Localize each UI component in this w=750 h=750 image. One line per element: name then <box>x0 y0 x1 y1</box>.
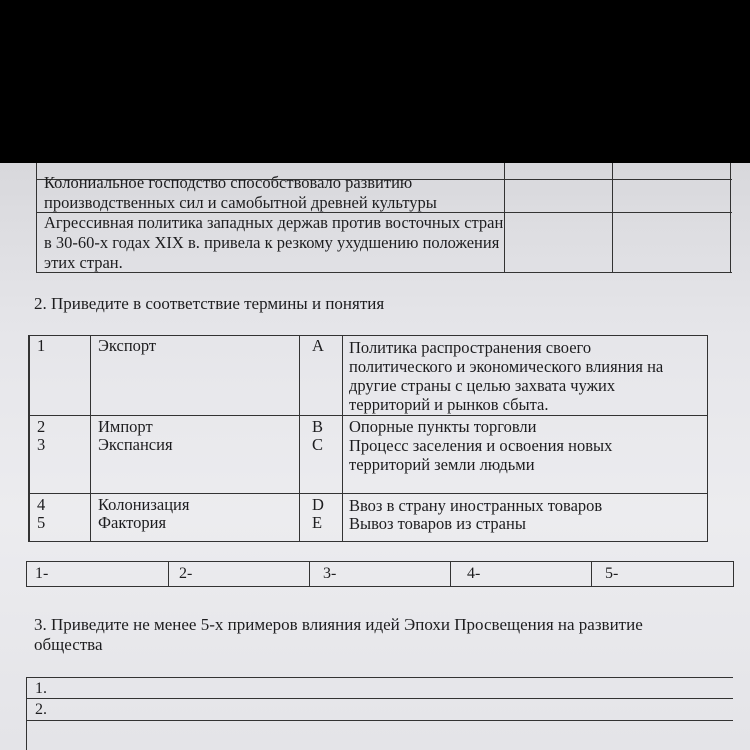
definition-letter: A <box>312 336 324 355</box>
term-factory: Фактория <box>98 513 167 532</box>
table-border <box>450 562 451 586</box>
answer-line <box>27 720 733 721</box>
statement-2: Агрессивная политика западных держав против восточных стран в 30-60-х годах XIX в. привела к резкому ухудшению положения этих стран. <box>44 213 504 272</box>
question-2-title: 2. Приведите в соответствие термины и понятия <box>34 294 385 313</box>
question-3-title: 3. Приведите не менее 5-х примеров влияния идей Эпохи Просвещения на развитие <box>34 615 643 634</box>
definition-letter: D <box>312 495 324 514</box>
definition-e: Вывоз товаров из страны <box>349 514 526 533</box>
table-border <box>591 562 592 586</box>
term-number: 3 <box>37 435 46 454</box>
definition-letter: C <box>312 435 324 454</box>
definition-a-line: Политика распространения своего <box>349 338 592 357</box>
term-colonization: Колонизация <box>98 495 190 514</box>
answer-cell-2[interactable]: 2- <box>179 565 193 582</box>
table-border <box>309 562 310 586</box>
answer-cell-4[interactable]: 4- <box>467 565 481 582</box>
answer-cell-1[interactable]: 1- <box>35 565 49 582</box>
term-number: 2 <box>37 417 46 436</box>
term-number: 1 <box>37 336 46 355</box>
definition-b: Опорные пункты торговли <box>349 417 537 436</box>
table-border <box>29 336 30 541</box>
table-border <box>168 562 169 586</box>
definition-d: Ввоз в страну иностранных товаров <box>349 496 603 515</box>
answer-cell-3[interactable]: 3- <box>323 565 337 582</box>
definition-a-line: политического и экономического влияния на <box>349 357 664 376</box>
definition-c-line: территорий земли людьми <box>349 455 535 474</box>
question-3-title-cont: общества <box>34 635 103 654</box>
table-row-divider <box>29 415 707 416</box>
term-number: 4 <box>37 495 46 514</box>
definition-a-line: территорий и рынков сбыта. <box>349 395 549 414</box>
answer-cell-5[interactable]: 5- <box>605 565 619 582</box>
definition-a-line: другие страны с целью захвата чужих <box>349 376 616 395</box>
answer-line-1[interactable]: 1. <box>35 680 47 697</box>
definition-letter: E <box>312 513 323 532</box>
term-export: Экспорт <box>98 336 157 355</box>
definition-c-line: Процесс заселения и освоения новых <box>349 436 613 455</box>
answer-line-2[interactable]: 2. <box>35 701 47 718</box>
worksheet-page <box>0 163 750 750</box>
table-border <box>90 336 91 541</box>
answer-lines <box>26 677 733 750</box>
answer-strip <box>26 561 734 587</box>
statement-1: Колониальное господство способствовало развитию производственных сил и самобытной древней культуры <box>44 173 437 212</box>
term-import: Импорт <box>98 417 153 436</box>
statements-table <box>36 163 732 273</box>
table-border <box>299 336 300 541</box>
table-border <box>342 336 343 541</box>
term-expansion: Экспансия <box>98 435 173 454</box>
matching-table <box>28 335 708 542</box>
answer-line <box>27 698 733 699</box>
table-row-divider <box>29 493 707 494</box>
term-number: 5 <box>37 513 46 532</box>
definition-letter: B <box>312 417 324 436</box>
